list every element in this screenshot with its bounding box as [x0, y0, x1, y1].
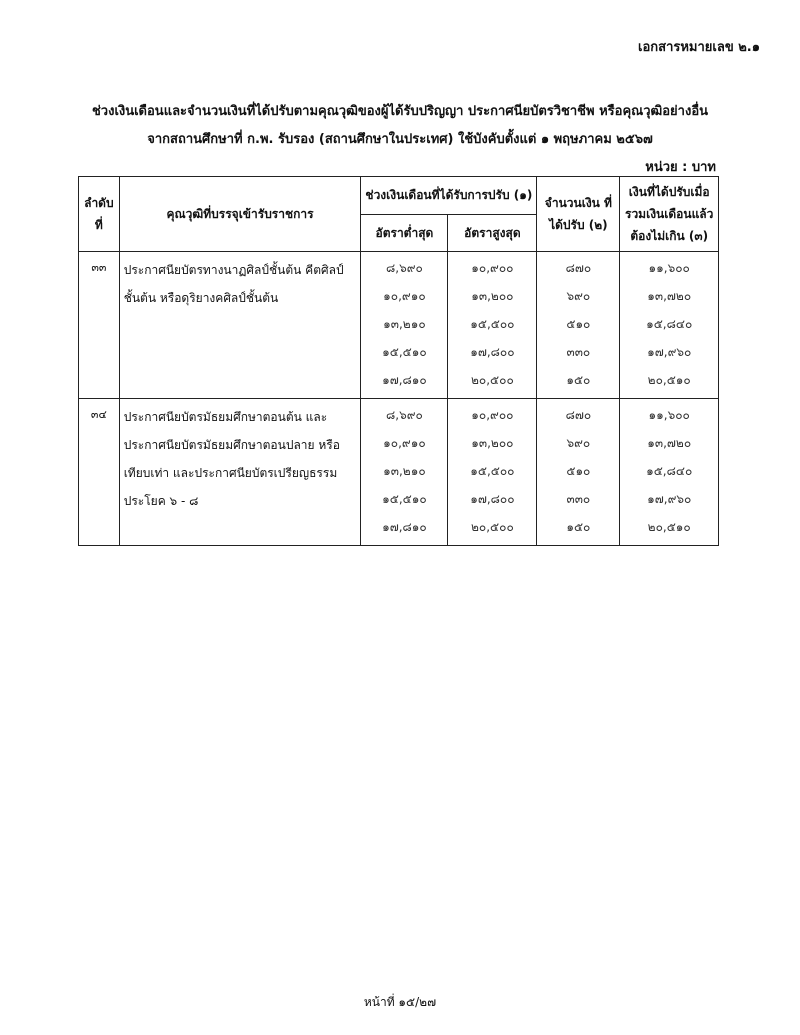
cap-cell — [620, 399, 719, 546]
value: ๑๐,๙๑๐ — [383, 436, 426, 450]
value: ๑๐,๙๐๐ — [471, 261, 514, 275]
header-seq: ลำดับ ที่ — [79, 177, 120, 252]
value: ๑๕,๘๔๐ — [646, 464, 693, 478]
header-qualification: คุณวุฒิที่บรรจุเข้ารับราชการ — [119, 177, 361, 252]
row-seq: ๓๔ — [79, 399, 120, 546]
document-title-line-2: จากสถานศึกษาที่ ก.พ. รับรอง (สถานศึกษาในประเทศ) ใช้บังคับตั้งแต่ ๑ พฤษภาคม ๒๕๖๗ — [147, 132, 653, 147]
value: ๑๕,๕๑๐ — [382, 492, 427, 506]
table-row — [79, 399, 719, 546]
value: ๑๕,๕๐๐ — [470, 464, 515, 478]
value: ๑๕๐ — [566, 373, 591, 387]
value: ๑๗,๘๑๐ — [382, 520, 427, 534]
value: ๑๓,๒๐๐ — [471, 289, 514, 303]
value: ๘๗๐ — [565, 408, 592, 422]
min-rate-cell — [361, 399, 448, 546]
value: ๖๙๐ — [566, 436, 591, 450]
value: ๑๗,๘๐๐ — [470, 345, 515, 359]
header-min-rate: อัตราต่ำสุด — [361, 214, 448, 252]
max-rate-cell — [448, 399, 537, 546]
cap-cell — [620, 252, 719, 399]
value: ๘๗๐ — [565, 261, 592, 275]
value: ๑๓,๒๐๐ — [471, 436, 514, 450]
page-number: หน้าที่ ๑๕/๒๗ — [363, 995, 437, 1009]
table-row — [79, 252, 719, 399]
value: ๑๗,๙๖๐ — [647, 345, 692, 359]
value: ๖๙๐ — [566, 289, 591, 303]
value: ๑๐,๙๑๐ — [383, 289, 426, 303]
max-rate-cell — [448, 252, 537, 399]
value: ๑๐,๙๐๐ — [471, 408, 514, 422]
value: ๕๑๐ — [566, 317, 591, 331]
value: ๓๓๐ — [566, 492, 591, 506]
value: ๒๐,๕๐๐ — [471, 373, 514, 387]
value: ๒๐,๕๐๐ — [471, 520, 514, 534]
value: ๓๓๐ — [566, 345, 591, 359]
value: ๘,๖๙๐ — [386, 261, 423, 275]
row-qualification: ประกาศนียบัตรทางนาฏศิลป์ชั้นต้น คีตศิลป์ชั้นต้น หรือดุริยางคศิลป์ชั้นต้น — [119, 252, 361, 399]
row-seq: ๓๓ — [79, 252, 120, 399]
value: ๒๐,๕๑๐ — [647, 373, 691, 387]
value: ๑๗,๘๑๐ — [382, 373, 427, 387]
value: ๕๑๐ — [566, 464, 591, 478]
value: ๒๐,๕๑๐ — [647, 520, 691, 534]
document-title-line-1: ช่วงเงินเดือนและจำนวนเงินที่ได้ปรับตามคุณวุฒิของผู้ได้รับปริญญา ประกาศนียบัตรวิชาชีพ หรือคุณวุฒิอย่างอื่น — [91, 104, 709, 119]
value: ๑๗,๘๐๐ — [470, 492, 515, 506]
amount-cell — [537, 252, 620, 399]
header-cap: เงินที่ได้ปรับเมื่อ รวมเงินเดือนแล้ว ต้องไม่เกิน (๓) — [620, 177, 719, 252]
amount-cell — [537, 399, 620, 546]
value: ๘,๖๙๐ — [386, 408, 423, 422]
header-adjusted-amount: จำนวนเงิน ที่ได้ปรับ (๒) — [537, 177, 620, 252]
value: ๑๑,๖๐๐ — [648, 408, 690, 422]
value: ๑๕,๘๔๐ — [646, 317, 693, 331]
header-salary-range: ช่วงเงินเดือนที่ได้รับการปรับ (๑) — [361, 177, 537, 215]
value: ๑๕,๕๑๐ — [382, 345, 427, 359]
value: ๑๓,๗๒๐ — [647, 289, 692, 303]
unit-label: หน่วย : บาท — [645, 160, 716, 175]
document-number: เอกสารหมายเลข ๒.๑ — [638, 40, 760, 55]
value: ๑๕,๕๐๐ — [470, 317, 515, 331]
value: ๑๕๐ — [566, 520, 591, 534]
min-rate-cell — [361, 252, 448, 399]
value: ๑๓,๗๒๐ — [647, 436, 692, 450]
value: ๑๓,๒๑๐ — [383, 317, 426, 331]
row-qualification: ประกาศนียบัตรมัธยมศึกษาตอนต้น และ ประกาศนียบัตรมัธยมศึกษาตอนปลาย หรือ เทียบเท่า และประกาศนียบัตรเปรียญธรรม ประโยค ๖ - ๘ — [119, 399, 361, 546]
value: ๑๑,๖๐๐ — [648, 261, 690, 275]
value: ๑๓,๒๑๐ — [383, 464, 426, 478]
salary-table — [78, 176, 719, 546]
header-max-rate: อัตราสูงสุด — [448, 214, 537, 252]
value: ๑๗,๙๖๐ — [647, 492, 692, 506]
